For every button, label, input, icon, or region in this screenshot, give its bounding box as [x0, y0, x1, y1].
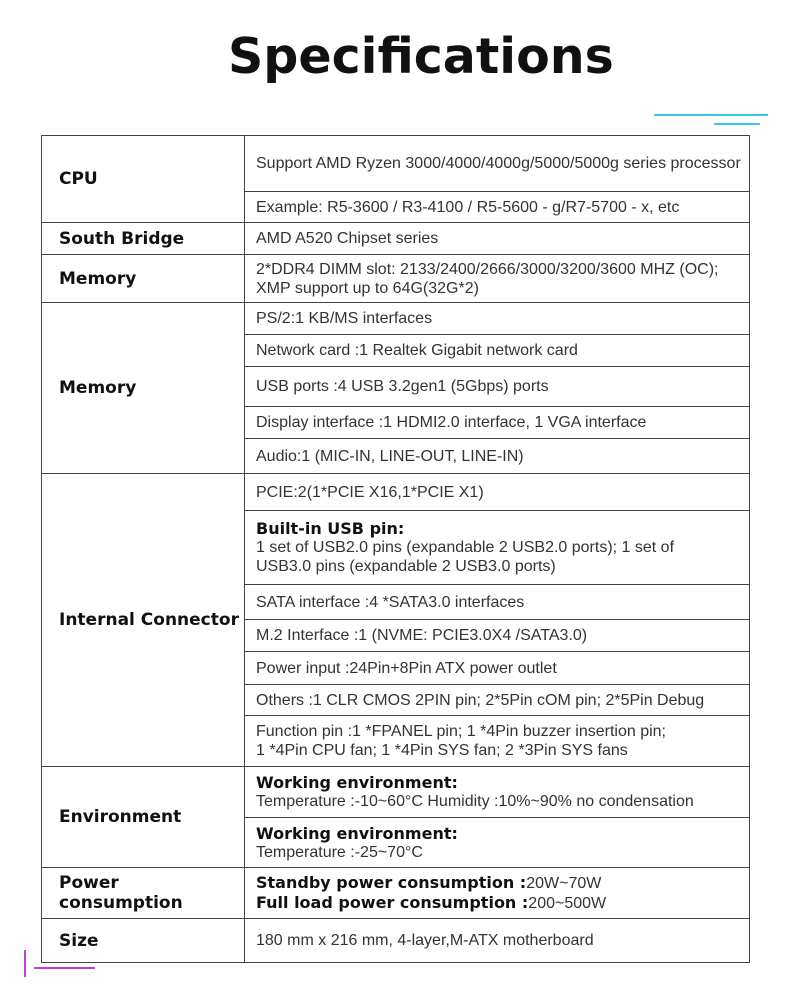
function-pin-line-1: Function pin :1 *FPANEL pin; 1 *4Pin buzzer insertion pin; — [256, 723, 666, 740]
full-load-power-heading: Full load power consumption : — [256, 893, 529, 912]
table-row — [42, 136, 750, 192]
function-pin-value — [245, 716, 750, 767]
memory-slot-value — [245, 255, 750, 303]
pcie-value: PCIE:2(1*PCIE X16,1*PCIE X1) — [245, 474, 750, 511]
table-row — [42, 919, 750, 963]
memory-slot-line-2: XMP support up to 64G(32G*2) — [256, 279, 479, 297]
row-label-cpu: CPU — [42, 136, 245, 223]
table-row — [42, 303, 750, 335]
builtin-usb-line-2: USB3.0 pins (expandable 2 USB3.0 ports) — [256, 558, 556, 575]
standby-power-heading: Standby power consumption : — [256, 873, 527, 892]
specifications-table — [41, 135, 750, 963]
power-label-line-1: Power — [59, 873, 119, 893]
sata-value: SATA interface :4 *SATA3.0 interfaces — [245, 585, 750, 620]
environment-working-value — [245, 767, 750, 818]
power-input-value: Power input :24Pin+8Pin ATX power outlet — [245, 652, 750, 685]
table-row — [42, 767, 750, 818]
environment-storage-text: Temperature :-25~70°C — [256, 843, 423, 861]
table-row — [42, 255, 750, 303]
row-label-south-bridge: South Bridge — [42, 223, 245, 255]
row-label-power-consumption — [42, 868, 245, 919]
cpu-support-value: Support AMD Ryzen 3000/4000/4000g/5000/5000g series processor — [245, 136, 750, 192]
power-label-line-2: consumption — [59, 893, 183, 913]
row-label-size: Size — [42, 919, 245, 963]
usb-ports-value: USB ports :4 USB 3.2gen1 (5Gbps) ports — [245, 367, 750, 407]
internal-label-line-2: Connector — [140, 610, 239, 630]
table-row — [42, 868, 750, 919]
cpu-example-value: Example: R5-3600 / R3-4100 / R5-5600 - g/R7-5700 - x, etc — [245, 192, 750, 223]
standby-power-text: 20W~70W — [526, 875, 602, 892]
environment-working-heading: Working environment: — [256, 773, 458, 792]
audio-value: Audio:1 (MIC-IN, LINE-OUT, LINE-IN) — [245, 439, 750, 474]
environment-storage-value — [245, 818, 750, 868]
internal-label-line-1: Internal — [59, 610, 135, 630]
row-label-environment: Environment — [42, 767, 245, 868]
row-label-internal-connector — [42, 474, 245, 767]
m2-value: M.2 Interface :1 (NVME: PCIE3.0X4 /SATA3.0) — [245, 620, 750, 652]
builtin-usb-line-1: 1 set of USB2.0 pins (expandable 2 USB2.0 ports); 1 set of — [256, 539, 675, 556]
size-value: 180 mm x 216 mm, 4-layer,M-ATX motherboard — [245, 919, 750, 963]
table-row — [42, 223, 750, 255]
power-consumption-value — [245, 868, 750, 919]
builtin-usb-value — [245, 511, 750, 585]
table-row — [42, 474, 750, 511]
row-label-memory-interfaces: Memory — [42, 303, 245, 474]
environment-working-text: Temperature :-10~60°C Humidity :10%~90% no condensation — [256, 793, 694, 810]
display-interface-value: Display interface :1 HDMI2.0 interface, 1 VGA interface — [245, 407, 750, 439]
full-load-power-text: 200~500W — [528, 895, 607, 912]
environment-storage-heading: Working environment: — [256, 823, 458, 843]
builtin-usb-heading: Built-in USB pin: — [256, 519, 405, 538]
ps2-value: PS/2:1 KB/MS interfaces — [245, 303, 750, 335]
page-title: Specifications — [228, 28, 614, 85]
row-label-memory: Memory — [42, 255, 245, 303]
function-pin-line-2: 1 *4Pin CPU fan; 1 *4Pin SYS fan; 2 *3Pin SYS fans — [256, 742, 628, 759]
memory-slot-line-1: 2*DDR4 DIMM slot: 2133/2400/2666/3000/3200/3600 MHZ (OC); — [256, 260, 719, 278]
others-value: Others :1 CLR CMOS 2PIN pin; 2*5Pin cOM pin; 2*5Pin Debug — [245, 685, 750, 716]
network-card-value: Network card :1 Realtek Gigabit network card — [245, 335, 750, 367]
south-bridge-value: AMD A520 Chipset series — [245, 223, 750, 255]
